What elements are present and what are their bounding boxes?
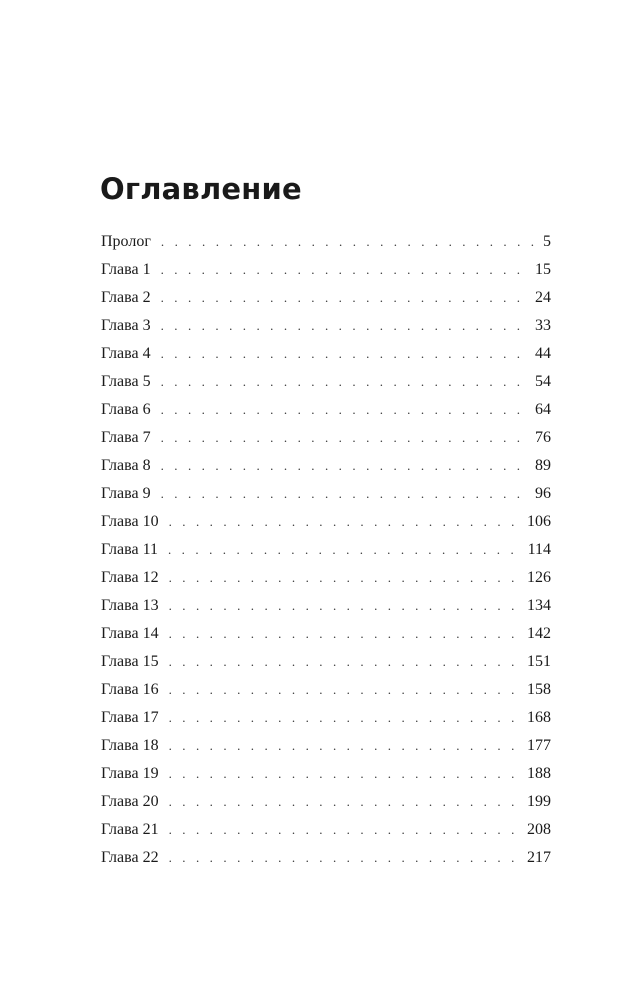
toc-entry-label: Глава 18 [101, 737, 159, 754]
toc-entry [101, 228, 551, 256]
dot-leader [169, 508, 521, 536]
toc-entry-label: Глава 9 [101, 485, 151, 502]
toc-entry-page: 199 [527, 793, 551, 810]
toc-entry-page: 114 [527, 541, 551, 558]
dot-leader [169, 844, 521, 872]
toc-entry [101, 844, 551, 872]
dot-leader [169, 676, 521, 704]
toc-entry [101, 284, 551, 312]
toc-entry [101, 732, 551, 760]
dot-leader [161, 228, 537, 256]
toc-entry-page: 217 [527, 849, 551, 866]
toc-entry [101, 648, 551, 676]
dot-leader [169, 564, 521, 592]
toc-entry-label: Глава 5 [101, 373, 151, 390]
toc-entry [101, 816, 551, 844]
dot-leader [161, 340, 529, 368]
toc-entry-label: Глава 8 [101, 457, 151, 474]
dot-leader [169, 620, 521, 648]
toc-entry-page: 151 [527, 653, 551, 670]
toc-entry-page: 177 [527, 737, 551, 754]
toc-entry-page: 188 [527, 765, 551, 782]
dot-leader [169, 816, 521, 844]
dot-leader [161, 424, 529, 452]
toc-entry [101, 480, 551, 508]
toc-entry-page: 5 [543, 233, 551, 250]
toc-entry-label: Глава 13 [101, 597, 159, 614]
toc-entry-label: Глава 4 [101, 345, 151, 362]
toc-entry-label: Глава 7 [101, 429, 151, 446]
toc-entry [101, 452, 551, 480]
dot-leader [161, 480, 529, 508]
dot-leader [161, 452, 529, 480]
toc-entry [101, 368, 551, 396]
toc-entry-page: 126 [527, 569, 551, 586]
toc-entry-page: 208 [527, 821, 551, 838]
toc-entry-label: Глава 19 [101, 765, 159, 782]
toc-entry-page: 89 [535, 457, 551, 474]
dot-leader [161, 312, 529, 340]
toc-entry-label: Глава 2 [101, 289, 151, 306]
dot-leader [169, 648, 521, 676]
toc-entry [101, 508, 551, 536]
dot-leader [169, 592, 521, 620]
toc-entry-label: Глава 20 [101, 793, 159, 810]
toc-entry [101, 312, 551, 340]
toc-entry-page: 15 [535, 261, 551, 278]
toc-entry [101, 564, 551, 592]
dot-leader [161, 256, 529, 284]
toc-entry-label: Глава 21 [101, 821, 159, 838]
toc-entry [101, 396, 551, 424]
dot-leader [169, 704, 521, 732]
toc-entry-label: Глава 14 [101, 625, 159, 642]
toc-entry [101, 788, 551, 816]
toc-entry-page: 134 [527, 597, 551, 614]
toc-entry-label: Глава 16 [101, 681, 159, 698]
toc-entry [101, 256, 551, 284]
toc-entry [101, 592, 551, 620]
toc-entry [101, 424, 551, 452]
dot-leader [161, 396, 529, 424]
toc-entry-label: Пролог [101, 233, 151, 250]
toc-entry [101, 760, 551, 788]
toc-entry-page: 33 [535, 317, 551, 334]
toc-entry-label: Глава 15 [101, 653, 159, 670]
toc-entry-page: 106 [527, 513, 551, 530]
toc-entry-label: Глава 3 [101, 317, 151, 334]
toc-entry [101, 704, 551, 732]
toc-entry-label: Глава 11 [101, 541, 158, 558]
toc-entry-page: 158 [527, 681, 551, 698]
dot-leader [168, 536, 522, 564]
toc-entry-label: Глава 22 [101, 849, 159, 866]
toc-entry-label: Глава 10 [101, 513, 159, 530]
toc-entry-label: Глава 1 [101, 261, 151, 278]
toc-entry-page: 24 [535, 289, 551, 306]
table-of-contents [101, 228, 551, 872]
toc-entry [101, 340, 551, 368]
toc-entry-page: 96 [535, 485, 551, 502]
toc-entry-page: 168 [527, 709, 551, 726]
toc-entry [101, 536, 551, 564]
toc-entry-page: 54 [535, 373, 551, 390]
toc-entry-page: 64 [535, 401, 551, 418]
toc-entry-label: Глава 17 [101, 709, 159, 726]
dot-leader [169, 788, 521, 816]
dot-leader [169, 760, 521, 788]
toc-entry-label: Глава 12 [101, 569, 159, 586]
toc-entry-page: 44 [535, 345, 551, 362]
toc-entry [101, 676, 551, 704]
toc-entry-page: 76 [535, 429, 551, 446]
dot-leader [169, 732, 521, 760]
page-title: Оглавление [100, 172, 302, 206]
toc-entry-label: Глава 6 [101, 401, 151, 418]
toc-entry [101, 620, 551, 648]
toc-entry-page: 142 [527, 625, 551, 642]
dot-leader [161, 284, 529, 312]
dot-leader [161, 368, 529, 396]
